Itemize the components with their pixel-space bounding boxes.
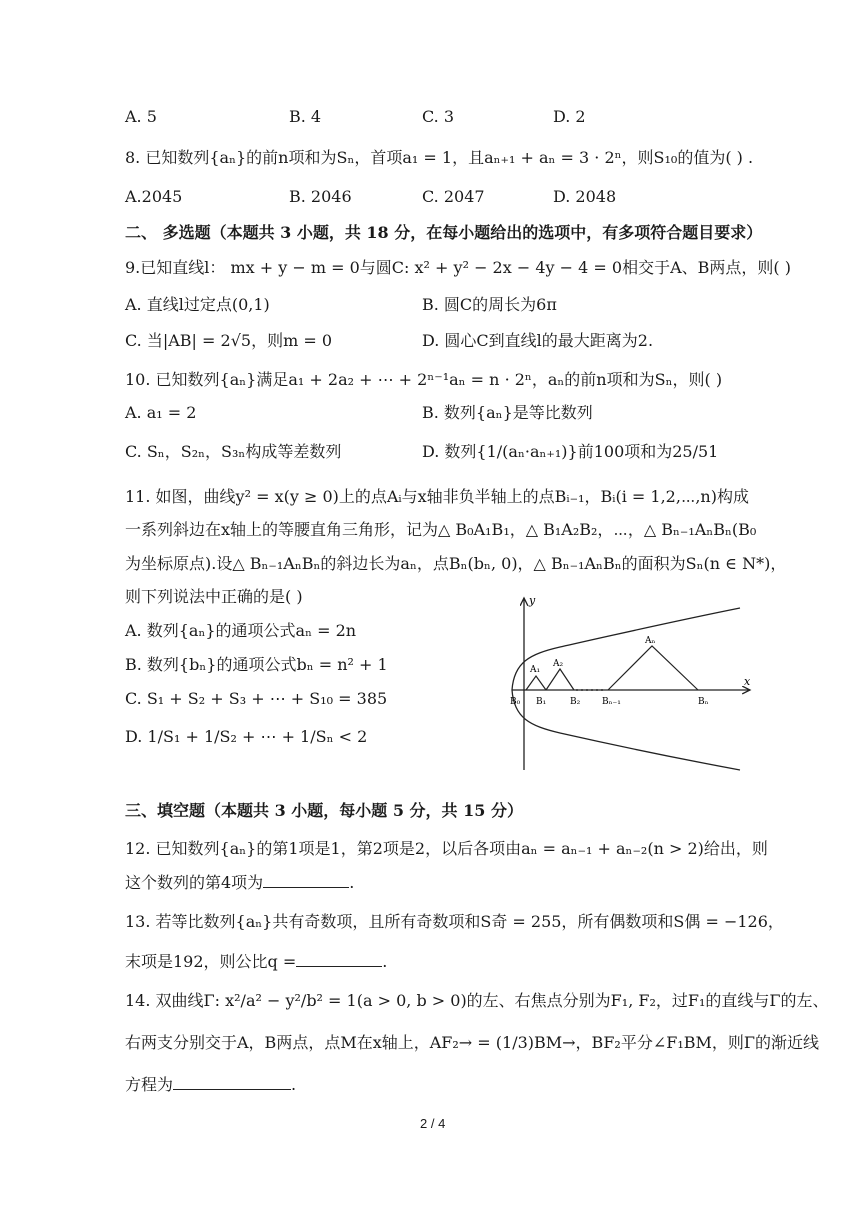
q14-answer-blank[interactable]: [173, 1073, 291, 1090]
q11-line-2: 一系列斜边在x轴上的等腰直角三角形，记为△ B₀A₁B₁，△ B₁A₂B₂，⋯，△ Bₙ₋₁AₙBₙ(B₀: [125, 520, 757, 539]
q10-option-b: B. 数列{aₙ}是等比数列: [422, 403, 593, 422]
q7-option-d: D. 2: [553, 107, 586, 126]
q9-option-c: C. 当|AB| = 2√5，则m = 0: [125, 331, 333, 350]
label-x: x: [744, 675, 751, 688]
section-fill-blank-heading: 三、填空题（本题共 3 小题，每小题 5 分，共 15 分）: [125, 801, 523, 820]
q8-option-c: C. 2047: [422, 187, 485, 206]
label-b2: B₂: [570, 697, 581, 707]
q14-period: .: [291, 1075, 297, 1094]
q13-answer-blank[interactable]: [296, 950, 382, 967]
q14-line-2: 右两支分别交于A，B两点，点M在x轴上，AF₂→ = (1/3)BM→，BF₂平分∠F₁BM，则Γ的渐近线: [125, 1033, 819, 1052]
q8-option-a: A.2045: [125, 187, 183, 206]
q12-line-2: [125, 871, 354, 894]
q7-option-a: A. 5: [125, 107, 157, 126]
q10-option-c: C. Sₙ，S₂ₙ，S₃ₙ构成等差数列: [125, 442, 342, 461]
q14-prompt: 方程为: [125, 1075, 174, 1094]
q8-option-b: B. 2046: [289, 187, 352, 206]
q10-option-a: A. a₁ = 2: [125, 403, 197, 422]
triangle-2: [546, 669, 574, 690]
label-a2: A₂: [553, 659, 564, 669]
label-bn1: Bₙ₋₁: [602, 697, 621, 707]
q11-option-d: D. 1/S₁ + 1/S₂ + ⋯ + 1/Sₙ < 2: [125, 727, 368, 746]
q10-option-d: D. 数列{1/(aₙ·aₙ₊₁)}前100项和为25/51: [422, 442, 719, 461]
q12-line-1: 12. 已知数列{aₙ}的第1项是1，第2项是2，以后各项由aₙ = aₙ₋₁ + aₙ₋₂(n > 2)给出，则: [125, 839, 768, 858]
q12-period: .: [349, 873, 355, 892]
q11-line-1: 11. 如图，曲线y² = x(y ≥ 0)上的点Aᵢ与x轴非负半轴上的点Bᵢ₋₁，Bᵢ(i = 1,2,⋯,n)构成: [125, 487, 749, 506]
q14-line-3: [125, 1073, 296, 1096]
q11-option-b: B. 数列{bₙ}的通项公式bₙ = n² + 1: [125, 655, 388, 674]
q12-prompt: 这个数列的第4项为: [125, 873, 264, 892]
q11-line-4: 则下列说法中正确的是( ): [125, 587, 303, 606]
q8-stem: 8. 已知数列{aₙ}的前n项和为Sₙ，首项a₁ = 1，且aₙ₊₁ + aₙ = 3 · 2ⁿ，则S₁₀的值为( ) .: [125, 148, 754, 167]
section-multi-choice-heading: 二、 多选题（本题共 3 小题，共 18 分，在每小题给出的选项中，有多项符合题目要求）: [125, 223, 763, 242]
q11-line-3: 为坐标原点).设△ Bₙ₋₁AₙBₙ的斜边长为aₙ，点Bₙ(bₙ, 0)，△ Bₙ₋₁AₙBₙ的面积为Sₙ(n ∈ N*)，: [125, 554, 787, 573]
q7-option-c: C. 3: [422, 107, 455, 126]
label-an: Aₙ: [645, 636, 656, 646]
label-a1: A₁: [530, 665, 541, 675]
q8-option-d: D. 2048: [553, 187, 617, 206]
q13-line-1: 13. 若等比数列{aₙ}共有奇数项，且所有奇数项和S奇 = 255，所有偶数项和S偶 = −126，: [125, 912, 784, 931]
q14-line-1: 14. 双曲线Γ: x²/a² − y²/b² = 1(a > 0, b > 0)的左、右焦点分别为F₁, F₂，过F₁的直线与Γ的左、: [125, 991, 829, 1010]
q7-option-b: B. 4: [289, 107, 322, 126]
label-b0: B₀: [510, 697, 521, 707]
q9-option-a: A. 直线l过定点(0,1): [125, 295, 270, 314]
parabola-upper: [512, 608, 740, 690]
label-bn: Bₙ: [698, 697, 709, 707]
q9-stem: 9.已知直线l： mx + y − m = 0与圆C: x² + y² − 2x − 4y − 4 = 0相交于A、B两点，则( ): [125, 258, 791, 277]
label-y: y: [529, 594, 536, 607]
q13-line-2: [125, 950, 387, 973]
label-b1: B₁: [536, 697, 547, 707]
q13-prompt: 末项是192，则公比q =: [125, 952, 297, 971]
q11-option-c: C. S₁ + S₂ + S₃ + ⋯ + S₁₀ = 385: [125, 689, 388, 708]
triangle-n: [608, 646, 698, 690]
page-number: 2 / 4: [420, 1116, 446, 1131]
q11-parabola-figure: [500, 592, 765, 776]
q9-option-b: B. 圆C的周长为6π: [422, 295, 557, 314]
triangle-1: [526, 676, 546, 690]
q9-option-d: D. 圆心C到直线l的最大距离为2.: [422, 331, 654, 350]
q13-period: .: [382, 952, 388, 971]
q11-option-a: A. 数列{aₙ}的通项公式aₙ = 2n: [125, 621, 357, 640]
q10-stem: 10. 已知数列{aₙ}满足a₁ + 2a₂ + ⋯ + 2ⁿ⁻¹aₙ = n · 2ⁿ，aₙ的前n项和为Sₙ，则( ): [125, 370, 723, 389]
q12-answer-blank[interactable]: [263, 871, 349, 888]
